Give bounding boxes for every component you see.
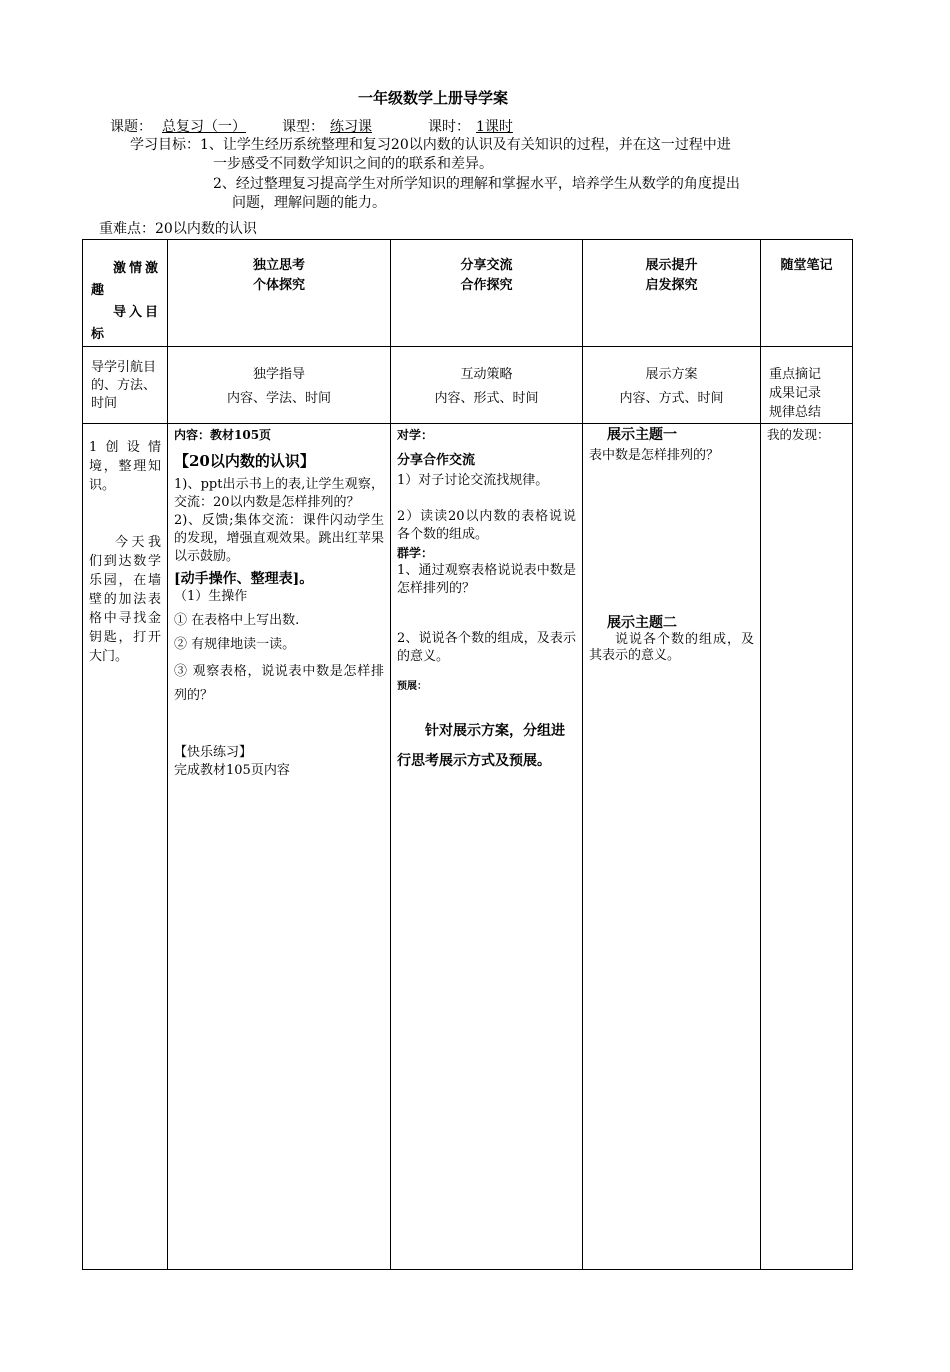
objectives-line1 <box>130 136 731 155</box>
col3-final: 针对展示方案，分组进行思考展示方式及预展。 <box>397 723 565 769</box>
col2-paragraph-2: 2)、反馈;集体交流：课件闪动学生的发现，增强直观效果。跳出红苹果以示鼓励。 <box>174 513 384 564</box>
table-subheader-row <box>83 347 853 424</box>
col2-practice-heading: 【快乐练习】 <box>174 745 253 760</box>
col3-paragraph-2: 2）读读20以内数的表格说说各个数的组成。 <box>397 509 576 542</box>
col2-operation: （1）生操作 <box>174 589 248 604</box>
col3-heading: 分享合作交流 <box>397 453 476 468</box>
subheader-col5: 重点摘记 成果记录 规律总结 <box>761 347 853 424</box>
col3-group-label: 群学： <box>397 546 434 560</box>
header-col2: 独立思考 个体探究 <box>168 240 391 347</box>
col5-discovery: 我的发现： <box>767 427 830 442</box>
header-col1: 激情激 趣 导入目 标 <box>83 240 168 347</box>
body-col1 <box>83 424 168 1270</box>
type-value: 练习课 <box>330 119 372 135</box>
col2-heading-2: [动手操作、整理表]。 <box>174 571 314 587</box>
hours-value: 1课时 <box>476 119 513 135</box>
topic-value: 总复习（一） <box>162 119 246 135</box>
col2-practice-text: 完成教材105页内容 <box>174 763 290 778</box>
col4-theme-1: 展示主题一 <box>607 427 677 443</box>
col4-theme-1-text: 表中数是怎样排列的？ <box>589 448 720 463</box>
subheader-col4: 展示方案 内容、方式、时间 <box>583 347 761 424</box>
col2-paragraph-1: 1)、ppt出示书上的表,让学生观察，交流：20以内数是怎样排列的？ <box>174 477 384 510</box>
col2-step-3: ③ 观察表格，说说表中数是怎样排列的？ <box>174 664 384 703</box>
header-col4: 展示提升 启发探究 <box>583 240 761 347</box>
col3-paragraph-1: 1）对子讨论交流找规律。 <box>397 473 549 488</box>
col3-group-2: 2、说说各个数的组成，及表示的意义。 <box>397 631 576 664</box>
objective-1-line1: 1、让学生经历系统整理和复习20以内数的认识及有关知识的过程，并在这一过程中进 <box>200 137 731 153</box>
body-col2 <box>168 424 391 1270</box>
objective-2-line1: 2、经过整理复习提高学生对所学知识的理解和掌握水平，培养学生从数学的角度提出 <box>213 176 740 192</box>
subheader-col1: 导学引航目的、方法、时间 <box>83 347 168 424</box>
col4-theme-2-text: 说说各个数的组成，及其表示的意义。 <box>589 632 754 663</box>
table-header-row <box>83 240 853 347</box>
col4-theme-2: 展示主题二 <box>607 615 677 631</box>
col2-step-1: ① 在表格中上写出数. <box>174 613 300 628</box>
body-col3 <box>391 424 583 1270</box>
col3-preview-label: 预展： <box>397 681 427 692</box>
hours-label: 课时： <box>428 119 470 135</box>
objectives-label: 学习目标： <box>130 137 200 153</box>
table-body-row <box>83 424 853 1270</box>
col1-paragraph-1: 1创设情境，整理知识。 <box>89 440 161 493</box>
header-col5: 随堂笔记 <box>761 240 853 347</box>
topic-label: 课题： <box>110 119 152 135</box>
col2-heading: 【20以内数的认识】 <box>174 452 315 470</box>
subheader-col2: 独学指导 内容、学法、时间 <box>168 347 391 424</box>
header-col3: 分享交流 合作探究 <box>391 240 583 347</box>
col2-step-2: ② 有规律地读一读。 <box>174 637 296 652</box>
lesson-meta <box>110 116 552 136</box>
subheader-col3: 互动策略 内容、形式、时间 <box>391 347 583 424</box>
objective-2-line2: 问题，理解问题的能力。 <box>232 195 386 211</box>
col2-content-ref: 内容：教材105页 <box>174 428 272 442</box>
lesson-table <box>82 239 853 1270</box>
page-title: 一年级数学上册导学案 <box>357 89 508 107</box>
col1-paragraph-2: 今天我们到达数学乐园，在墙壁的加法表格中寻找金钥匙，打开大门。 <box>89 535 161 664</box>
key-points: 重难点：20以内数的认识 <box>99 221 257 237</box>
col3-pair-label: 对学： <box>397 428 434 442</box>
body-col4 <box>583 424 761 1270</box>
objective-1-line2: 一步感受不同数学知识之间的的联系和差异。 <box>213 156 493 172</box>
col3-group-1: 1、通过观察表格说说表中数是怎样排列的？ <box>397 563 576 596</box>
type-label: 课型： <box>282 119 324 135</box>
body-col5 <box>761 424 853 1270</box>
